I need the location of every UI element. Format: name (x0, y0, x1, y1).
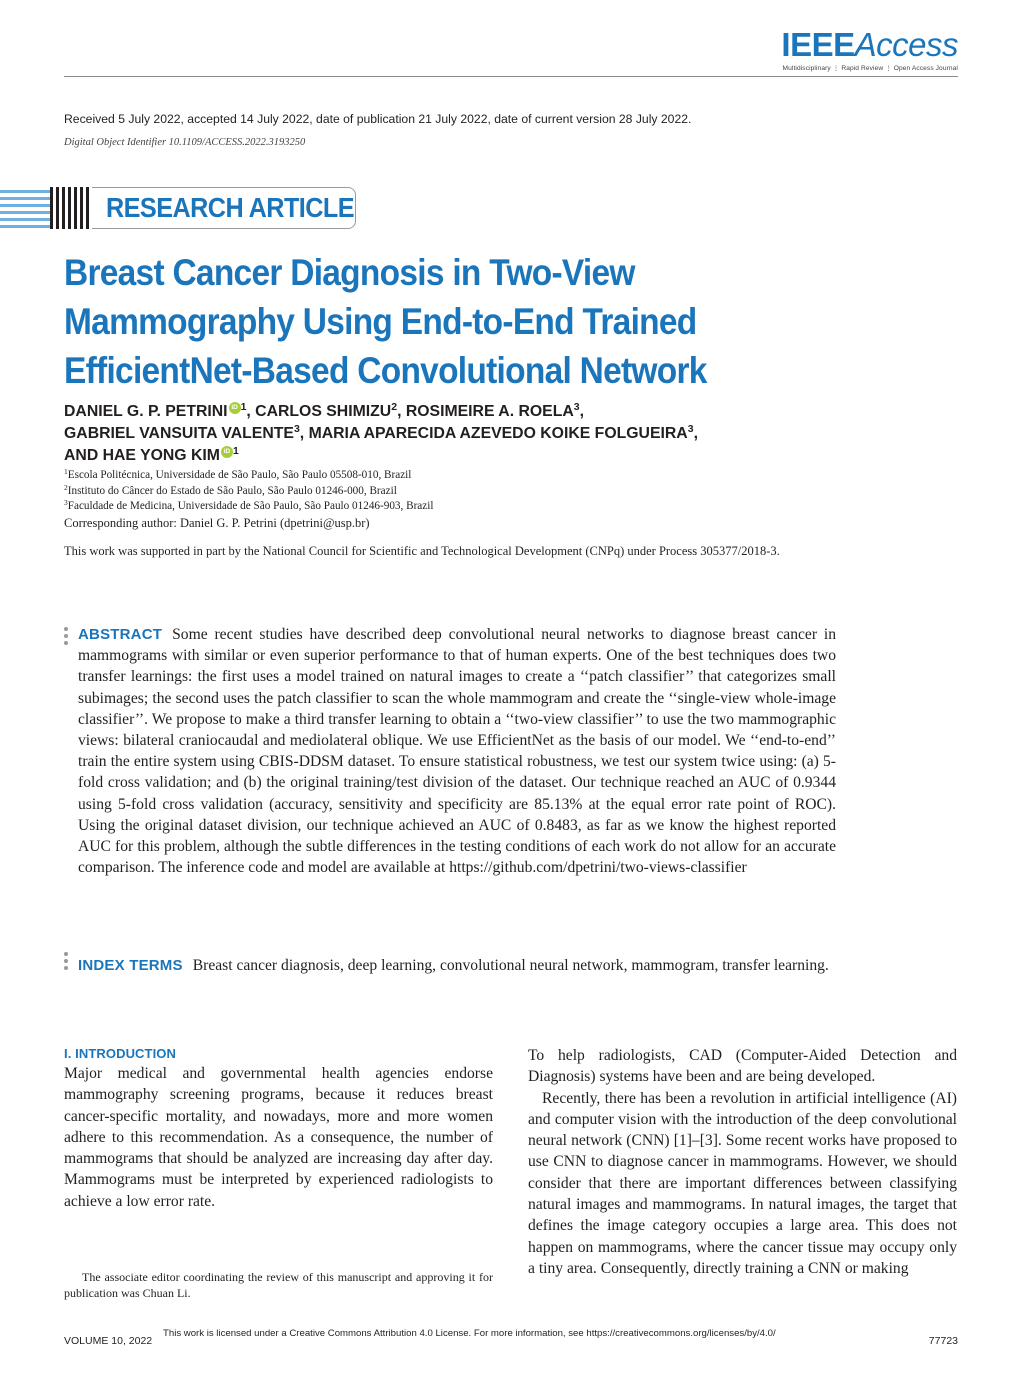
author-name: , CARLOS SHIMIZU (246, 403, 392, 420)
abstract (78, 624, 836, 878)
header-rule (64, 76, 958, 77)
affiliation-number: 3 (64, 498, 68, 507)
affiliation-mark: 3 (573, 401, 580, 413)
affiliation (64, 499, 433, 515)
editor-footnote: The associate editor coordinating the review of this manuscript and approving it for publication was Chuan Li. (64, 1270, 493, 1300)
publication-history: Received 5 July 2022, accepted 14 July 2022, date of publication 21 July 2022, date of current version 28 July 2022. (64, 112, 692, 126)
abstract-dots-icon (64, 627, 70, 648)
author-name: , MARIA APARECIDA AZEVEDO KOIKE FOLGUEIRA (299, 425, 688, 442)
affiliation-text: Instituto do Câncer do Estado de São Paulo, São Paulo 01246-000, Brazil (67, 484, 397, 497)
author-name: AND HAE YONG KIM (64, 447, 220, 464)
funding-statement: This work was supported in part by the National Council for Scientific and Technological Development (CNPq) under Process 305377/2018-3. (64, 544, 780, 558)
section-heading: I. INTRODUCTION (64, 1046, 176, 1061)
title-line: Mammography Using End-to-End Trained (64, 301, 697, 342)
journal-tagline: Multidisciplinary ⋮ Rapid Review ⋮ Open Access Journal (782, 65, 958, 72)
author-name: GABRIEL VANSUITA VALENTE (64, 425, 294, 442)
orcid-icon[interactable]: iD (221, 446, 233, 458)
logo-ieee: IEEE (781, 26, 855, 63)
affiliations (64, 468, 433, 515)
corresponding-author: Corresponding author: Daniel G. P. Petrini (dpetrini@usp.br) (64, 516, 370, 530)
license-notice: This work is licensed under a Creative Commons Attribution 4.0 License. For more information, see https://creativecommons.org/licenses/by/4.0/ (163, 1328, 776, 1339)
logo-access: Access (854, 26, 958, 63)
affiliation-number: 2 (64, 482, 68, 492)
abstract-text: Some recent studies have described deep convolutional neural networks to diagnose breast cancer in mammograms with similar or even superior performance to that of human experts. One of the best techniques does two transfer learnings: the first uses a model trained on natural images to create a ‘‘patch classifier’’ that categorizes small subimages; the second uses the patch classifier to scan the whole mammogram and create the ‘‘single-view whole-image classifier’’. We propose to make a third transfer learning to obtain a ‘‘two-view classifier’’ to use the two mammographic views: bilateral craniocaudal and mediolateral oblique. We use EfficientNet as the basis of our model. We ‘‘end-to-end’’ train the entire system using CBIS-DDSM dataset. To ensure statistical robustness, we test our system twice using: (a) 5-fold cross validation; and (b) the original training/test division of the dataset. Our technique reached an AUC of 0.9344 using 5-fold cross validation (accuracy, sensitivity and specificity are 85.13% at the equal error rate point of ROC). Using the original dataset division, our technique achieved an AUC of 0.8483, as far as we know the highest reported AUC for this problem, although the subtle differences in the testing conditions of each work do not allow for an accurate comparison. The inference code and model are available at https://github.com/dpetrini/two-views-classifier (78, 626, 836, 877)
abstract-label: ABSTRACT (78, 626, 163, 643)
author-name: DANIEL G. P. PETRINI (64, 403, 228, 420)
affiliation-mark: 1 (232, 445, 239, 457)
intro-paragraph: To help radiologists, CAD (Computer-Aided Detection and Diagnosis) systems have been and are being developed. (528, 1047, 957, 1086)
separator: , (693, 425, 698, 442)
affiliation (64, 468, 433, 484)
affiliation-mark: 3 (293, 423, 300, 435)
page-number: 77723 (928, 1335, 958, 1347)
index-terms-label: INDEX TERMS (78, 957, 183, 974)
title-line: EfficientNet-Based Convolutional Network (64, 350, 707, 391)
affiliation-mark: 2 (391, 401, 398, 413)
index-terms-text: Breast cancer diagnosis, deep learning, convolutional neural network, mammogram, transfer learning. (192, 957, 829, 974)
separator: , (579, 403, 585, 420)
affiliation-text: Escola Politécnica, Universidade de São Paulo, São Paulo 05508-010, Brazil (67, 469, 412, 481)
affiliation-text: Faculdade de Medicina, Universidade de São Paulo, São Paulo 01246-903, Brazil (67, 500, 434, 512)
volume: VOLUME 10, 2022 (64, 1335, 153, 1347)
affiliation-number: 1 (64, 467, 68, 476)
index-terms (78, 955, 836, 976)
intro-right-column (528, 1045, 957, 1279)
affiliation-mark: 3 (687, 423, 694, 435)
affiliation-mark: 1 (240, 401, 247, 413)
journal-logo (781, 28, 958, 72)
title-line: Breast Cancer Diagnosis in Two-View (64, 252, 635, 293)
section-label: RESEARCH ARTICLE (106, 192, 355, 223)
orcid-icon[interactable]: iD (229, 402, 241, 414)
intro-paragraph: Recently, there has been a revolution in artificial intelligence (AI) and computer vision with the introduction of the deep convolutional neural network (CNN) [1]–[3]. Some recent works have proposed to use CNN to diagnose cancer in mammograms. However, we should consider that there are important differences between classifying natural images and mammograms. In natural images, the target that defines the image category occupies a large area. This does not happen on mammograms, where the cancer tissue may occupy only a tiny area. Consequently, directly training a CNN or making (528, 1089, 957, 1277)
banner-stripes-icon (0, 186, 92, 230)
doi: Digital Object Identifier 10.1109/ACCESS.2022.3193250 (64, 137, 306, 148)
author-name: , ROSIMEIRE A. ROELA (397, 403, 574, 420)
author-list (64, 401, 964, 467)
index-terms-dots-icon (64, 952, 70, 973)
intro-left-column (64, 1045, 493, 1212)
paper-title (64, 248, 879, 395)
intro-paragraph: Major medical and governmental health agencies endorse mammography screening programs, because it reduces breast cancer-specific mortality, and nowadays, more and more women adhere to this recommendation. As a consequence, the number of mammograms that should be analyzed are increasing day after day. Mammograms must be interpreted by experienced radiologists to achieve a low error rate. (64, 1065, 493, 1210)
affiliation (64, 484, 433, 500)
